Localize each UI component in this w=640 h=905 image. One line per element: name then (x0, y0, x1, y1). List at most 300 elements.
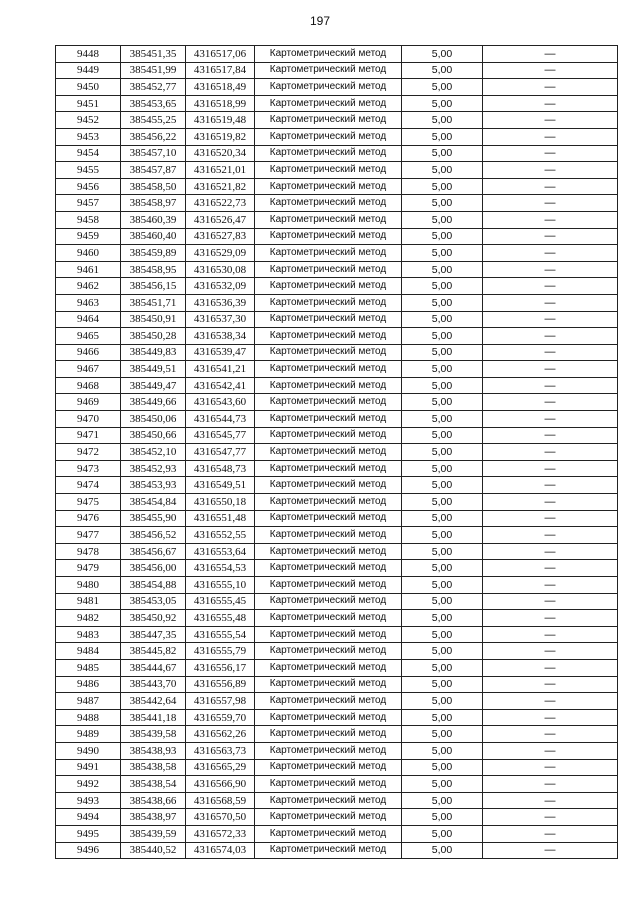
x-coordinate-cell: 385444,67 (121, 659, 186, 676)
y-coordinate-cell: 4316552,55 (186, 527, 255, 544)
table-row (56, 742, 618, 759)
accuracy-cell: 5,00 (402, 693, 483, 710)
accuracy-cell: 5,00 (402, 643, 483, 660)
x-coordinate-cell: 385440,52 (121, 842, 186, 859)
x-coordinate-cell: 385438,58 (121, 759, 186, 776)
method-cell: Картометрический метод (255, 494, 402, 511)
y-coordinate-cell: 4316545,77 (186, 427, 255, 444)
point-number-cell: 9496 (56, 842, 121, 859)
point-number-cell: 9461 (56, 261, 121, 278)
accuracy-cell: 5,00 (402, 510, 483, 527)
x-coordinate-cell: 385438,54 (121, 776, 186, 793)
y-coordinate-cell: 4316556,89 (186, 676, 255, 693)
y-coordinate-cell: 4316522,73 (186, 195, 255, 212)
point-number-cell: 9484 (56, 643, 121, 660)
table-row (56, 825, 618, 842)
x-coordinate-cell: 385449,83 (121, 344, 186, 361)
y-coordinate-cell: 4316543,60 (186, 394, 255, 411)
accuracy-cell: 5,00 (402, 809, 483, 826)
x-coordinate-cell: 385438,97 (121, 809, 186, 826)
method-cell: Картометрический метод (255, 659, 402, 676)
note-cell: — (483, 527, 618, 544)
method-cell: Картометрический метод (255, 510, 402, 527)
table-row (56, 560, 618, 577)
note-cell: — (483, 328, 618, 345)
note-cell: — (483, 477, 618, 494)
point-number-cell: 9470 (56, 411, 121, 428)
x-coordinate-cell: 385450,91 (121, 311, 186, 328)
point-number-cell: 9463 (56, 294, 121, 311)
point-number-cell: 9448 (56, 46, 121, 63)
accuracy-cell: 5,00 (402, 709, 483, 726)
y-coordinate-cell: 4316566,90 (186, 776, 255, 793)
point-number-cell: 9486 (56, 676, 121, 693)
point-number-cell: 9453 (56, 128, 121, 145)
x-coordinate-cell: 385451,99 (121, 62, 186, 79)
x-coordinate-cell: 385439,59 (121, 825, 186, 842)
note-cell: — (483, 128, 618, 145)
point-number-cell: 9451 (56, 95, 121, 112)
accuracy-cell: 5,00 (402, 460, 483, 477)
accuracy-cell: 5,00 (402, 610, 483, 627)
y-coordinate-cell: 4316529,09 (186, 245, 255, 262)
x-coordinate-cell: 385456,00 (121, 560, 186, 577)
x-coordinate-cell: 385453,05 (121, 593, 186, 610)
y-coordinate-cell: 4316555,10 (186, 577, 255, 594)
note-cell: — (483, 809, 618, 826)
table-row (56, 178, 618, 195)
method-cell: Картометрический метод (255, 311, 402, 328)
method-cell: Картометрический метод (255, 560, 402, 577)
table-row (56, 593, 618, 610)
point-number-cell: 9478 (56, 543, 121, 560)
note-cell: — (483, 610, 618, 627)
note-cell: — (483, 377, 618, 394)
accuracy-cell: 5,00 (402, 178, 483, 195)
accuracy-cell: 5,00 (402, 411, 483, 428)
y-coordinate-cell: 4316570,50 (186, 809, 255, 826)
note-cell: — (483, 178, 618, 195)
method-cell: Картометрический метод (255, 593, 402, 610)
method-cell: Картометрический метод (255, 62, 402, 79)
point-number-cell: 9464 (56, 311, 121, 328)
y-coordinate-cell: 4316530,08 (186, 261, 255, 278)
table-row (56, 394, 618, 411)
y-coordinate-cell: 4316517,84 (186, 62, 255, 79)
note-cell: — (483, 593, 618, 610)
note-cell: — (483, 676, 618, 693)
method-cell: Картометрический метод (255, 726, 402, 743)
y-coordinate-cell: 4316549,51 (186, 477, 255, 494)
table-row (56, 162, 618, 179)
note-cell: — (483, 261, 618, 278)
note-cell: — (483, 825, 618, 842)
method-cell: Картометрический метод (255, 79, 402, 96)
point-number-cell: 9483 (56, 626, 121, 643)
note-cell: — (483, 726, 618, 743)
accuracy-cell: 5,00 (402, 261, 483, 278)
accuracy-cell: 5,00 (402, 211, 483, 228)
y-coordinate-cell: 4316555,79 (186, 643, 255, 660)
method-cell: Картометрический метод (255, 626, 402, 643)
note-cell: — (483, 643, 618, 660)
note-cell: — (483, 776, 618, 793)
method-cell: Картометрический метод (255, 776, 402, 793)
note-cell: — (483, 543, 618, 560)
point-number-cell: 9458 (56, 211, 121, 228)
x-coordinate-cell: 385460,39 (121, 211, 186, 228)
note-cell: — (483, 79, 618, 96)
method-cell: Картометрический метод (255, 427, 402, 444)
table-row (56, 477, 618, 494)
coordinates-table (55, 45, 618, 859)
method-cell: Картометрический метод (255, 95, 402, 112)
method-cell: Картометрический метод (255, 377, 402, 394)
method-cell: Картометрический метод (255, 162, 402, 179)
note-cell: — (483, 759, 618, 776)
note-cell: — (483, 394, 618, 411)
x-coordinate-cell: 385449,47 (121, 377, 186, 394)
point-number-cell: 9472 (56, 444, 121, 461)
point-number-cell: 9450 (56, 79, 121, 96)
x-coordinate-cell: 385447,35 (121, 626, 186, 643)
table-row (56, 95, 618, 112)
x-coordinate-cell: 385456,52 (121, 527, 186, 544)
note-cell: — (483, 709, 618, 726)
note-cell: — (483, 510, 618, 527)
accuracy-cell: 5,00 (402, 477, 483, 494)
table-row (56, 411, 618, 428)
method-cell: Картометрический метод (255, 145, 402, 162)
x-coordinate-cell: 385438,66 (121, 792, 186, 809)
note-cell: — (483, 361, 618, 378)
y-coordinate-cell: 4316526,47 (186, 211, 255, 228)
y-coordinate-cell: 4316565,29 (186, 759, 255, 776)
table-row (56, 759, 618, 776)
accuracy-cell: 5,00 (402, 195, 483, 212)
y-coordinate-cell: 4316544,73 (186, 411, 255, 428)
method-cell: Картометрический метод (255, 394, 402, 411)
table-row (56, 128, 618, 145)
y-coordinate-cell: 4316517,06 (186, 46, 255, 63)
y-coordinate-cell: 4316521,82 (186, 178, 255, 195)
method-cell: Картометрический метод (255, 278, 402, 295)
point-number-cell: 9468 (56, 377, 121, 394)
method-cell: Картометрический метод (255, 195, 402, 212)
table-row (56, 427, 618, 444)
x-coordinate-cell: 385452,93 (121, 460, 186, 477)
y-coordinate-cell: 4316551,48 (186, 510, 255, 527)
point-number-cell: 9479 (56, 560, 121, 577)
x-coordinate-cell: 385455,90 (121, 510, 186, 527)
x-coordinate-cell: 385458,95 (121, 261, 186, 278)
accuracy-cell: 5,00 (402, 377, 483, 394)
note-cell: — (483, 62, 618, 79)
x-coordinate-cell: 385450,28 (121, 328, 186, 345)
point-number-cell: 9492 (56, 776, 121, 793)
point-number-cell: 9462 (56, 278, 121, 295)
table-row (56, 643, 618, 660)
table-row (56, 693, 618, 710)
table-row (56, 46, 618, 63)
accuracy-cell: 5,00 (402, 95, 483, 112)
accuracy-cell: 5,00 (402, 726, 483, 743)
y-coordinate-cell: 4316568,59 (186, 792, 255, 809)
point-number-cell: 9493 (56, 792, 121, 809)
accuracy-cell: 5,00 (402, 659, 483, 676)
point-number-cell: 9471 (56, 427, 121, 444)
point-number-cell: 9482 (56, 610, 121, 627)
method-cell: Картометрический метод (255, 610, 402, 627)
accuracy-cell: 5,00 (402, 328, 483, 345)
coordinates-table-body (56, 46, 618, 859)
page-number: 197 (309, 14, 331, 28)
y-coordinate-cell: 4316555,48 (186, 610, 255, 627)
x-coordinate-cell: 385449,66 (121, 394, 186, 411)
point-number-cell: 9473 (56, 460, 121, 477)
note-cell: — (483, 46, 618, 63)
y-coordinate-cell: 4316556,17 (186, 659, 255, 676)
method-cell: Картометрический метод (255, 825, 402, 842)
table-row (56, 842, 618, 859)
table-row (56, 228, 618, 245)
method-cell: Картометрический метод (255, 361, 402, 378)
point-number-cell: 9487 (56, 693, 121, 710)
x-coordinate-cell: 385456,22 (121, 128, 186, 145)
y-coordinate-cell: 4316553,64 (186, 543, 255, 560)
note-cell: — (483, 211, 618, 228)
x-coordinate-cell: 385457,10 (121, 145, 186, 162)
y-coordinate-cell: 4316542,41 (186, 377, 255, 394)
table-row (56, 494, 618, 511)
x-coordinate-cell: 385453,93 (121, 477, 186, 494)
table-row (56, 195, 618, 212)
accuracy-cell: 5,00 (402, 145, 483, 162)
table-row (56, 543, 618, 560)
method-cell: Картометрический метод (255, 411, 402, 428)
table-row (56, 62, 618, 79)
y-coordinate-cell: 4316557,98 (186, 693, 255, 710)
note-cell: — (483, 278, 618, 295)
note-cell: — (483, 95, 618, 112)
x-coordinate-cell: 385455,25 (121, 112, 186, 129)
accuracy-cell: 5,00 (402, 394, 483, 411)
y-coordinate-cell: 4316555,45 (186, 593, 255, 610)
point-number-cell: 9474 (56, 477, 121, 494)
note-cell: — (483, 245, 618, 262)
accuracy-cell: 5,00 (402, 494, 483, 511)
note-cell: — (483, 311, 618, 328)
table-row (56, 626, 618, 643)
method-cell: Картометрический метод (255, 328, 402, 345)
point-number-cell: 9465 (56, 328, 121, 345)
point-number-cell: 9491 (56, 759, 121, 776)
x-coordinate-cell: 385457,87 (121, 162, 186, 179)
accuracy-cell: 5,00 (402, 245, 483, 262)
point-number-cell: 9490 (56, 742, 121, 759)
y-coordinate-cell: 4316547,77 (186, 444, 255, 461)
x-coordinate-cell: 385454,84 (121, 494, 186, 511)
note-cell: — (483, 626, 618, 643)
note-cell: — (483, 294, 618, 311)
accuracy-cell: 5,00 (402, 112, 483, 129)
note-cell: — (483, 560, 618, 577)
table-row (56, 79, 618, 96)
method-cell: Картометрический метод (255, 577, 402, 594)
accuracy-cell: 5,00 (402, 62, 483, 79)
note-cell: — (483, 444, 618, 461)
x-coordinate-cell: 385439,58 (121, 726, 186, 743)
point-number-cell: 9488 (56, 709, 121, 726)
point-number-cell: 9457 (56, 195, 121, 212)
x-coordinate-cell: 385451,35 (121, 46, 186, 63)
method-cell: Картометрический метод (255, 112, 402, 129)
table-row (56, 377, 618, 394)
accuracy-cell: 5,00 (402, 543, 483, 560)
method-cell: Картометрический метод (255, 543, 402, 560)
table-row (56, 112, 618, 129)
y-coordinate-cell: 4316519,82 (186, 128, 255, 145)
accuracy-cell: 5,00 (402, 676, 483, 693)
x-coordinate-cell: 385458,50 (121, 178, 186, 195)
x-coordinate-cell: 385441,18 (121, 709, 186, 726)
y-coordinate-cell: 4316520,34 (186, 145, 255, 162)
y-coordinate-cell: 4316532,09 (186, 278, 255, 295)
table-row (56, 726, 618, 743)
accuracy-cell: 5,00 (402, 427, 483, 444)
table-row (56, 361, 618, 378)
method-cell: Картометрический метод (255, 261, 402, 278)
y-coordinate-cell: 4316562,26 (186, 726, 255, 743)
y-coordinate-cell: 4316563,73 (186, 742, 255, 759)
note-cell: — (483, 494, 618, 511)
table-row (56, 278, 618, 295)
note-cell: — (483, 344, 618, 361)
table-row (56, 444, 618, 461)
method-cell: Картометрический метод (255, 676, 402, 693)
y-coordinate-cell: 4316521,01 (186, 162, 255, 179)
accuracy-cell: 5,00 (402, 344, 483, 361)
note-cell: — (483, 742, 618, 759)
accuracy-cell: 5,00 (402, 444, 483, 461)
method-cell: Картометрический метод (255, 178, 402, 195)
point-number-cell: 9460 (56, 245, 121, 262)
y-coordinate-cell: 4316538,34 (186, 328, 255, 345)
table-row (56, 776, 618, 793)
y-coordinate-cell: 4316550,18 (186, 494, 255, 511)
table-row (56, 709, 618, 726)
method-cell: Картометрический метод (255, 809, 402, 826)
table-row (56, 510, 618, 527)
x-coordinate-cell: 385451,71 (121, 294, 186, 311)
accuracy-cell: 5,00 (402, 361, 483, 378)
accuracy-cell: 5,00 (402, 311, 483, 328)
x-coordinate-cell: 385452,10 (121, 444, 186, 461)
point-number-cell: 9480 (56, 577, 121, 594)
point-number-cell: 9449 (56, 62, 121, 79)
point-number-cell: 9495 (56, 825, 121, 842)
y-coordinate-cell: 4316555,54 (186, 626, 255, 643)
accuracy-cell: 5,00 (402, 759, 483, 776)
y-coordinate-cell: 4316527,83 (186, 228, 255, 245)
method-cell: Картометрический метод (255, 228, 402, 245)
table-row (56, 294, 618, 311)
method-cell: Картометрический метод (255, 46, 402, 63)
table-row (56, 211, 618, 228)
note-cell: — (483, 792, 618, 809)
accuracy-cell: 5,00 (402, 128, 483, 145)
y-coordinate-cell: 4316519,48 (186, 112, 255, 129)
table-row (56, 145, 618, 162)
point-number-cell: 9456 (56, 178, 121, 195)
y-coordinate-cell: 4316572,33 (186, 825, 255, 842)
table-row (56, 809, 618, 826)
method-cell: Картометрический метод (255, 211, 402, 228)
x-coordinate-cell: 385450,92 (121, 610, 186, 627)
note-cell: — (483, 693, 618, 710)
x-coordinate-cell: 385452,77 (121, 79, 186, 96)
method-cell: Картометрический метод (255, 709, 402, 726)
accuracy-cell: 5,00 (402, 278, 483, 295)
point-number-cell: 9481 (56, 593, 121, 610)
note-cell: — (483, 427, 618, 444)
table-row (56, 527, 618, 544)
note-cell: — (483, 228, 618, 245)
point-number-cell: 9469 (56, 394, 121, 411)
accuracy-cell: 5,00 (402, 577, 483, 594)
method-cell: Картометрический метод (255, 693, 402, 710)
table-row (56, 311, 618, 328)
accuracy-cell: 5,00 (402, 560, 483, 577)
note-cell: — (483, 411, 618, 428)
accuracy-cell: 5,00 (402, 228, 483, 245)
y-coordinate-cell: 4316554,53 (186, 560, 255, 577)
method-cell: Картометрический метод (255, 128, 402, 145)
point-number-cell: 9466 (56, 344, 121, 361)
y-coordinate-cell: 4316548,73 (186, 460, 255, 477)
point-number-cell: 9477 (56, 527, 121, 544)
table-row (56, 659, 618, 676)
note-cell: — (483, 145, 618, 162)
x-coordinate-cell: 385456,15 (121, 278, 186, 295)
point-number-cell: 9455 (56, 162, 121, 179)
note-cell: — (483, 162, 618, 179)
y-coordinate-cell: 4316537,30 (186, 311, 255, 328)
x-coordinate-cell: 385445,82 (121, 643, 186, 660)
table-row (56, 328, 618, 345)
point-number-cell: 9485 (56, 659, 121, 676)
method-cell: Картометрический метод (255, 759, 402, 776)
method-cell: Картометрический метод (255, 842, 402, 859)
y-coordinate-cell: 4316539,47 (186, 344, 255, 361)
point-number-cell: 9494 (56, 809, 121, 826)
note-cell: — (483, 659, 618, 676)
table-row (56, 245, 618, 262)
table-row (56, 577, 618, 594)
accuracy-cell: 5,00 (402, 593, 483, 610)
x-coordinate-cell: 385442,64 (121, 693, 186, 710)
accuracy-cell: 5,00 (402, 842, 483, 859)
table-row (56, 610, 618, 627)
method-cell: Картометрический метод (255, 460, 402, 477)
x-coordinate-cell: 385456,67 (121, 543, 186, 560)
method-cell: Картометрический метод (255, 643, 402, 660)
accuracy-cell: 5,00 (402, 792, 483, 809)
x-coordinate-cell: 385450,06 (121, 411, 186, 428)
accuracy-cell: 5,00 (402, 825, 483, 842)
method-cell: Картометрический метод (255, 444, 402, 461)
note-cell: — (483, 195, 618, 212)
